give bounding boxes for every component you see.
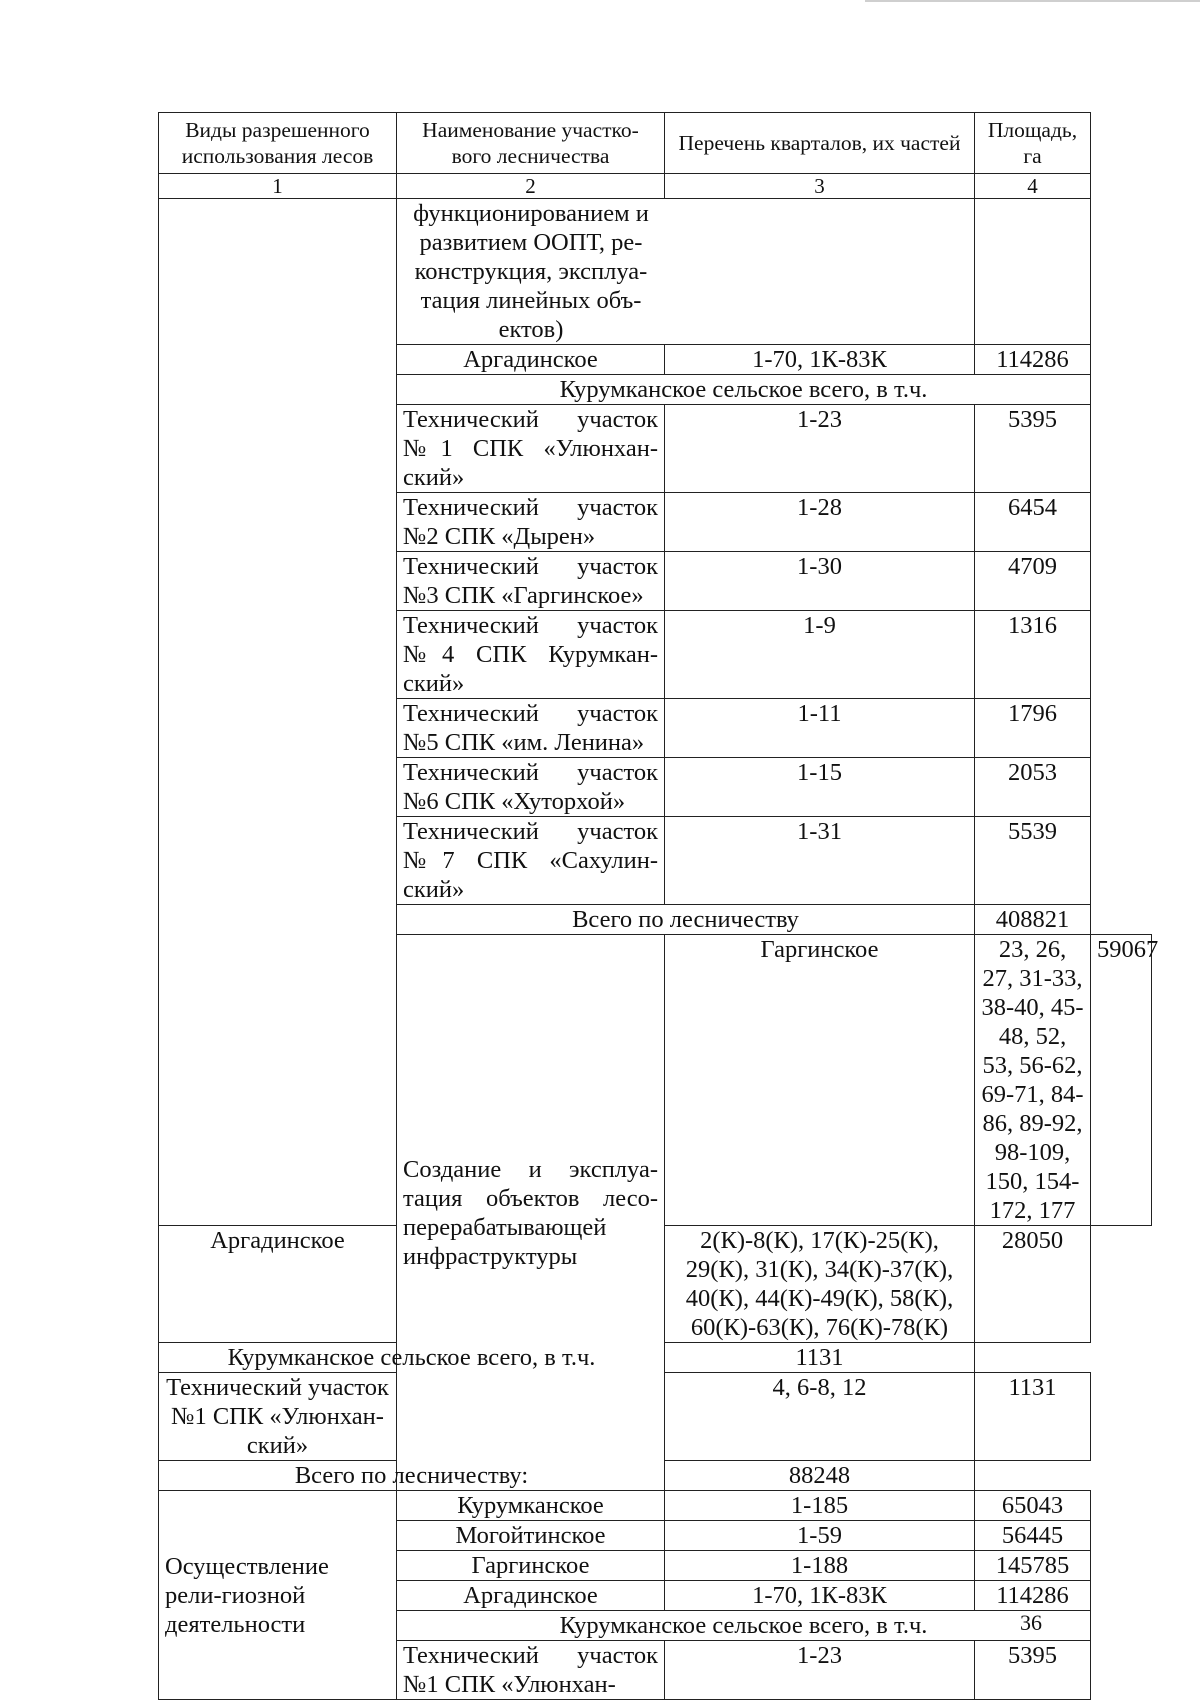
total-label: Всего по лесничеству: bbox=[159, 1461, 665, 1491]
subtotal-area: 1131 bbox=[665, 1343, 975, 1373]
quarters-cell: 1-23 bbox=[665, 1641, 975, 1700]
quarters-cell: 23, 26, 27, 31-33, 38-40, 45-48, 52, 53, 56-62, 69-71, 84-86, 89-92, 98-109, 150, 154-172, 177 bbox=[975, 935, 1091, 1226]
area-cell: 2053 bbox=[975, 758, 1091, 817]
header-area: Площадь, га bbox=[975, 113, 1091, 174]
tech-plot-name: Технический участок №1 СПК «Улюнхан- bbox=[397, 1641, 665, 1700]
tech-plot-name: Технический участок №1 СПК «Улюнхан-ский» bbox=[159, 1373, 397, 1461]
quarters-cell: 1-188 bbox=[665, 1551, 975, 1581]
area-cell-empty bbox=[975, 199, 1091, 345]
area-cell: 5539 bbox=[975, 817, 1091, 905]
quarters-cell: 4, 6-8, 12 bbox=[665, 1373, 975, 1461]
area-cell: 1131 bbox=[975, 1373, 1091, 1461]
tech-plot-name: Технический участок №1 СПК «Улюнхан-ский» bbox=[397, 405, 665, 493]
page-number: 36 bbox=[1020, 1610, 1042, 1635]
tech-plot-name: Технический участок №7 СПК «Сахулин-ский» bbox=[397, 817, 665, 905]
use-type-cell-empty bbox=[159, 199, 397, 1226]
quarters-cell: 1-70, 1К-83К bbox=[665, 345, 975, 375]
table-header-row bbox=[159, 113, 1152, 174]
header-quarters-list: Перечень кварталов, их частей bbox=[665, 113, 975, 174]
forestry-name: Аргадинское bbox=[159, 1226, 397, 1343]
quarters-cell: 2(К)-8(К), 17(К)-25(К), 29(К), 31(К), 34(К)-37(К), 40(К), 44(К)-49(К), 58(К), 60(К)-63(К), 76(К)-78(К) bbox=[665, 1226, 975, 1343]
total-area: 408821 bbox=[975, 905, 1091, 935]
column-number: 3 bbox=[665, 174, 975, 199]
forestry-name: Гаргинское bbox=[665, 935, 975, 1226]
forestry-name: Аргадинское bbox=[397, 345, 665, 375]
area-cell: 5395 bbox=[975, 1641, 1091, 1700]
area-cell: 1796 bbox=[975, 699, 1091, 758]
quarters-cell: 1-23 bbox=[665, 405, 975, 493]
quarters-cell: 1-30 bbox=[665, 552, 975, 611]
header-forestry-name: Наименование участко-вого лесничества bbox=[397, 113, 665, 174]
tech-plot-name: Технический участок №3 СПК «Гаргинское» bbox=[397, 552, 665, 611]
forestry-name: Аргадинское bbox=[397, 1581, 665, 1611]
quarters-cell: 1-15 bbox=[665, 758, 975, 817]
area-cell: 1316 bbox=[975, 611, 1091, 699]
quarters-cell: 1-59 bbox=[665, 1521, 975, 1551]
area-cell: 28050 bbox=[975, 1226, 1091, 1343]
subtotal-label: Курумканское сельское всего, в т.ч. bbox=[397, 1611, 1091, 1641]
header-use-type: Виды разрешенного использования лесов bbox=[159, 113, 397, 174]
quarters-cell: 1-31 bbox=[665, 817, 975, 905]
column-number: 2 bbox=[397, 174, 665, 199]
quarters-cell: 1-185 bbox=[665, 1491, 975, 1521]
tech-plot-name: Технический участок №2 СПК «Дырен» bbox=[397, 493, 665, 552]
scan-edge-line bbox=[865, 0, 1200, 2]
area-cell: 65043 bbox=[975, 1491, 1091, 1521]
forestry-name: Могойтинское bbox=[397, 1521, 665, 1551]
table-row bbox=[159, 1491, 1152, 1521]
area-cell: 59067 bbox=[1091, 935, 1152, 1226]
forestry-name: Гаргинское bbox=[397, 1551, 665, 1581]
subtotal-label: Курумканское сельское всего, в т.ч. bbox=[159, 1343, 665, 1373]
subtotal-label: Курумканское сельское всего, в т.ч. bbox=[397, 375, 1091, 405]
area-cell: 145785 bbox=[975, 1551, 1091, 1581]
area-cell: 114286 bbox=[975, 1581, 1091, 1611]
tech-plot-name: Технический участок №6 СПК «Хуторхой» bbox=[397, 758, 665, 817]
table-row bbox=[159, 1343, 1152, 1373]
area-cell: 5395 bbox=[975, 405, 1091, 493]
area-cell: 114286 bbox=[975, 345, 1091, 375]
tech-plot-name: Технический участок №5 СПК «им. Ленина» bbox=[397, 699, 665, 758]
continuation-text: функционированием и развитием ООПТ, ре-конструкция, эксплуа-тация линейных объ-ектов) bbox=[413, 200, 649, 343]
quarters-cell: 1-11 bbox=[665, 699, 975, 758]
continuation-cell bbox=[397, 199, 975, 345]
quarters-cell: 1-70, 1К-83К bbox=[665, 1581, 975, 1611]
quarters-cell: 1-28 bbox=[665, 493, 975, 552]
table-row bbox=[159, 199, 1152, 345]
forest-use-table bbox=[158, 112, 1159, 1700]
area-cell: 4709 bbox=[975, 552, 1091, 611]
total-label: Всего по лесничеству bbox=[397, 905, 975, 935]
tech-plot-name: Технический участок №4 СПК Курумкан-ский» bbox=[397, 611, 665, 699]
forestry-name: Курумканское bbox=[397, 1491, 665, 1521]
total-area: 88248 bbox=[665, 1461, 975, 1491]
quarters-cell: 1-9 bbox=[665, 611, 975, 699]
table-row bbox=[159, 1461, 1152, 1491]
area-cell: 56445 bbox=[975, 1521, 1091, 1551]
column-numbers-row bbox=[159, 174, 1152, 199]
use-type-cell: Создание и эксплуа-тация объектов лесо-перерабатывающей инфраструктуры bbox=[397, 935, 665, 1491]
area-cell: 6454 bbox=[975, 493, 1091, 552]
column-number: 1 bbox=[159, 174, 397, 199]
column-number: 4 bbox=[975, 174, 1091, 199]
use-type-cell: Осуществление рели-гиозной деятельности bbox=[159, 1491, 397, 1700]
